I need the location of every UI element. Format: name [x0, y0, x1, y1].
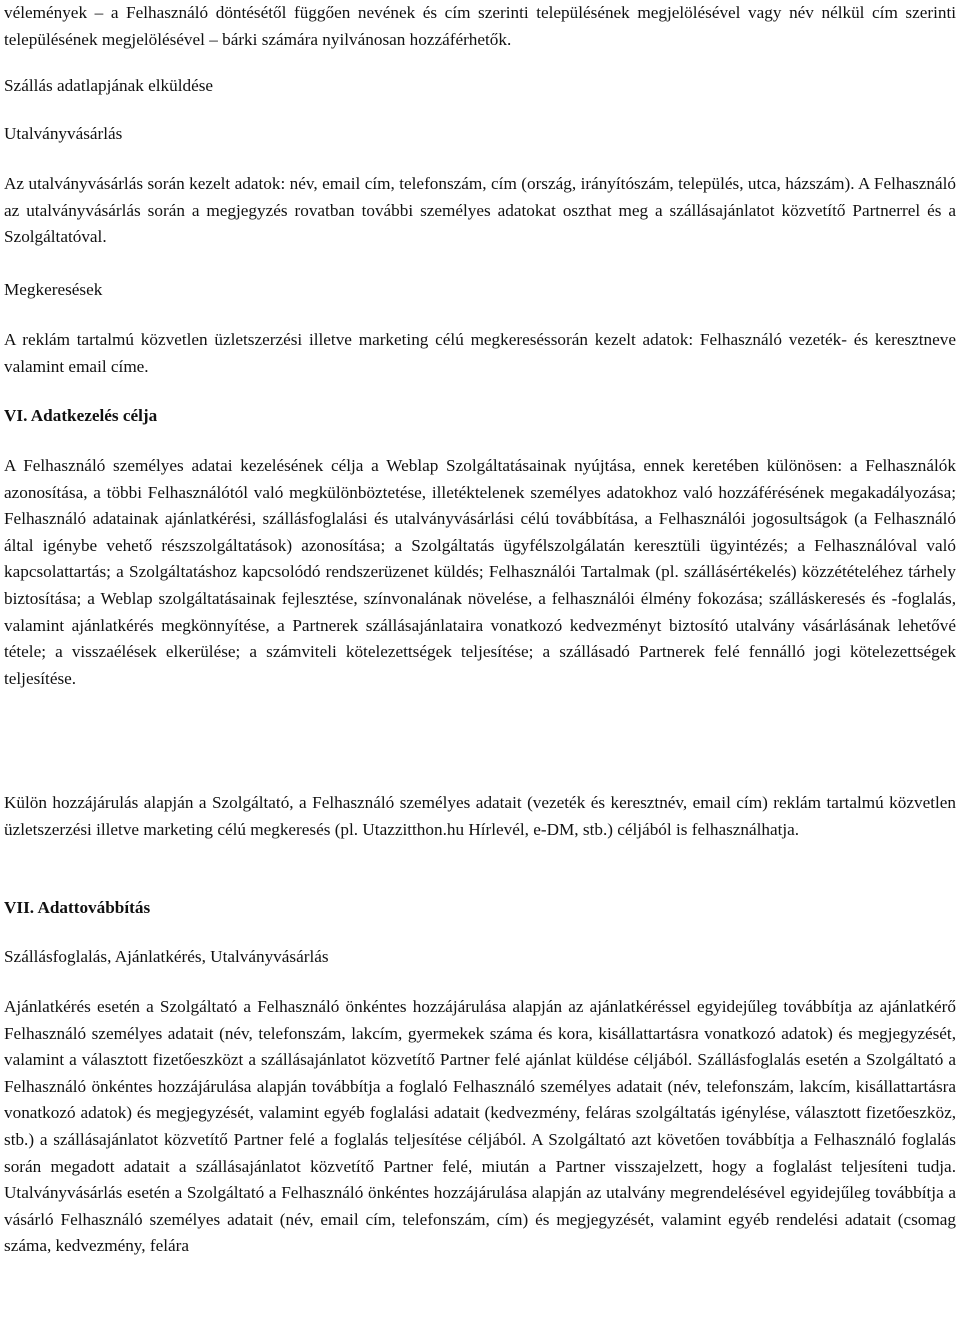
submit-sheet-subheading: Szállás adatlapjának elküldése	[4, 76, 214, 95]
voucher-paragraph: Az utalványvásárlás során kezelt adatok: név, email cím, telefonszám, cím (ország, irányítószám, település, utca, házszám). A Felhasználó az utalványvásárlás során a megjegyzés rovatban további személyes adatokat oszthat meg a szállásajánlatot közvetítő Partnerrel és a Szolgáltatóval.	[4, 174, 956, 247]
section-7-subheading: Szállásfoglalás, Ajánlatkérés, Utalványvásárlás	[4, 947, 329, 966]
intro-tail-paragraph: vélemények – a Felhasználó döntésétől függően nevének és cím szerinti településének megjelölésével vagy név nélkül cím szerinti településének megjelölésével – bárki számára nyilvánosan hozzáférhetők.	[4, 3, 956, 49]
section-7-heading	[4, 895, 956, 922]
inquiries-paragraph: A reklám tartalmú közvetlen üzletszerzési illetve marketing célú megkereséssorán kezelt adatok: Felhasználó vezeték- és keresztneve valamint email címe.	[4, 330, 956, 376]
section-6-number: VI.	[4, 406, 28, 425]
section-6-paragraph: A Felhasználó személyes adatai kezelésének célja a Weblap Szolgáltatásainak nyújtása, ennek keretében különösen: a Felhasználók azonosítása, a többi Felhasználótól való megkülönböztetése, illetéktelenek személyes adatokhoz való hozzáférésének megakadályozása; Felhasználó adatainak ajánlatkérési, szállásfoglalási és utalványvásárlási célú továbbítása, a Felhasználói jogosultságok (a Felhasználó által igénybe vehető részszolgáltatások) azonosítása; a Szolgáltatás ügyfélszolgálatán keresztüli ügyintézés; a Felhasználóval való kapcsolattartás; a Szolgáltatáshoz kapcsolódó rendszerüzenet küldés; Felhasználói Tartalmak (pl. szállásértékelés) közzétételéhez tárhely biztosítása; a Weblap szolgáltatásainak fejlesztése, színvonalának növelése, a felhasználói élmény fokozása; szálláskeresés és -foglalás, valamint ajánlatkérés megkönnyítése, a Partnerek szállásajánlataira vonatkozó kedvezményt biztosító utalvány vásárlásának lehetővé tétele; a visszaélések elkerülése; a számviteli kötelezettségek teljesítése; a szállásadó Partnerek felé fennálló jogi kötelezettségek teljesítése.	[4, 456, 956, 688]
voucher-subheading: Utalványvásárlás	[4, 124, 123, 143]
section-7-paragraph: Ajánlatkérés esetén a Szolgáltató a Felhasználó önkéntes hozzájárulása alapján az ajánlatkéréssel egyidejűleg továbbítja az ajánlatkérő Felhasználó személyes adatait (név, telefonszám, lakcím, gyermekek száma és kora, kisállattartásra vonatkozó adatok) és megjegyzését, valamint a választott fizetőeszközt a szállásajánlatot közvetítő Partner felé ajánlat küldése céljából. Szállásfoglalás esetén a Szolgáltató a Felhasználó önkéntes hozzájárulása alapján továbbítja a foglaló Felhasználó személyes adatait (név, telefonszám, lakcím, kisállattartásra vonatkozó adatok) és megjegyzését, valamint egyéb foglalási adatait (kedvezmény, feláras szolgáltatás igénylése, választott fizetőeszköz, stb.) a szállásajánlatot közvetítő Partner felé a foglalás teljesítése céljából. A Szolgáltató azt követően továbbítja a Felhasználó foglalás során megadott adatait a szállásajánlatot közvetítő Partner felé, miután a Partner visszajelzett, hogy a foglalást teljesíteni tudja. Utalványvásárlás esetén a Szolgáltató a Felhasználó önkéntes hozzájárulása alapján az utalvány megrendelésével egyidejűleg továbbítja a vásárló Felhasználó személyes adatait (név, email cím, telefonszám, cím) és megjegyzését, valamint egyéb rendelési adatait (csomag száma, kedvezmény, felára	[4, 997, 956, 1256]
section-7-number: VII.	[4, 898, 35, 917]
inquiries-subheading: Megkeresések	[4, 280, 103, 299]
section-7-title: Adattovábbítás	[37, 898, 151, 917]
section-6-title: Adatkezelés célja	[30, 406, 158, 425]
separate-consent-paragraph: Külön hozzájárulás alapján a Szolgáltató, a Felhasználó személyes adatait (vezeték és keresztnév, email cím) reklám tartalmú közvetlen üzletszerzési illetve marketing célú megkeresés (pl. Utazzitthon.hu Hírlevél, e-DM, stb.) céljából is felhasználhatja.	[4, 793, 956, 839]
section-6-heading	[4, 403, 956, 430]
